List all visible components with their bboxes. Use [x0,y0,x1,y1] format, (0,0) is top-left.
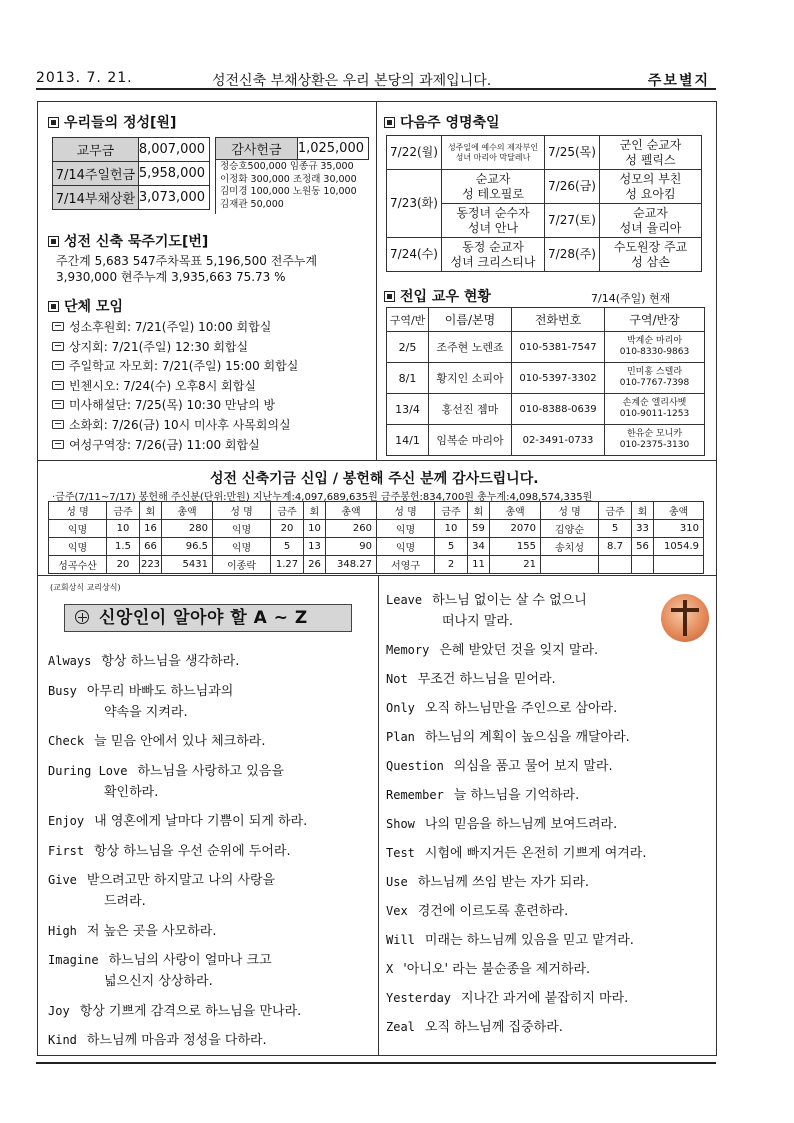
table-row: 2/5 조주현 노렌죠 010-5381-7547 박계순 마리아 010-8330-9863 [387,332,705,363]
donation-thanks-title: 성전 신축기금 신입 / 봉헌해 주신 분께 감사드립니다. [210,471,539,487]
az-text-continued: 떠나지 말라. [442,614,514,629]
thanks-offering-details: 정승호500,000 임종규 35,000 이정화 300,000 조정래 30,000 김미경 100,000 노원동 10,000 김재관 50,000 [220,161,357,210]
thanks-top-divider [37,460,717,461]
page-header [36,68,716,90]
az-text: 항상 기쁘게 감격으로 하느님을 만나라. [79,1003,302,1019]
az-keyword: During Love [48,763,128,778]
az-keyword: Enjoy [48,814,85,828]
donation-table [48,501,704,574]
az-entry [386,640,647,661]
pointing-hand-icon [52,400,64,409]
az-entry [386,988,647,1009]
az-entry [48,681,307,723]
az-keyword: Use [386,875,408,889]
az-text-continued: 넓으신지 상상하라. [104,974,213,989]
az-entry [48,761,307,803]
az-entry [386,756,647,777]
bulletin-brand: 주보별지 [647,73,710,89]
az-entry [386,930,647,951]
list-item: 미사해설단: 7/25(목) 10:30 만남의 방 [52,396,298,416]
list-item: 빈첸시오: 7/24(수) 오후8시 회합실 [52,377,298,397]
az-keyword: Only [386,701,415,715]
az-text-continued: 확인하라. [104,784,159,800]
table-row: 동정녀 순수자 성녀 안나 7/27(토) 순교자 성녀 율리아 [387,204,702,238]
az-entry [48,1001,307,1022]
pointing-hand-icon [52,381,64,390]
az-text: 저 높은 곳을 사모하라. [86,923,217,939]
az-keyword: Question [386,759,444,773]
transfer-table [386,307,705,456]
az-text: 은혜 받았던 것을 잊지 말라. [439,643,599,658]
az-text: 항상 하느님을 우선 순위에 두어라. [94,843,291,859]
details-left-rule [215,160,216,214]
az-text: 시험에 빠지거든 온전히 기쁘게 여겨라. [424,846,647,861]
table-row: 익명 1.5 66 96.5 익명 5 13 90 익명 5 34 155 송치성 8.7 56 1054.9 [49,538,704,556]
table-row: 7/23(화) 순교자 성 테오필로 7/26(금) 성모의 부친 성 요아킴 [387,170,702,204]
az-keyword: Always [48,654,92,668]
az-entry [386,785,647,806]
az-entry [386,814,647,835]
az-text: 하느님의 사랑이 얼마나 크고 [108,953,272,968]
section-bullet-icon [384,291,395,302]
thanks-offering-table [215,137,369,160]
az-text: 받으려고만 하지말고 나의 사랑을 [86,873,276,888]
az-entry [386,669,647,690]
az-right-column [386,590,647,1046]
az-text: 아무리 바빠도 하느님과의 [86,683,234,699]
pointing-hand-icon [52,361,64,370]
table-row: 8/1 황지인 소피아 010-5397-3302 민미홍 스텔라 010-7767-7398 [387,363,705,394]
az-text: '아니오' 라는 불순종을 제거하라. [403,962,591,977]
az-text: 항상 하느님을 생각하라. [101,654,240,669]
pointing-hand-icon [52,440,64,449]
az-text-continued: 약속을 지켜라. [104,704,188,720]
bulletin-date: 2013. 7. 21. [36,70,133,86]
section-bullet-icon [48,236,59,247]
az-keyword: High [48,923,77,938]
az-keyword: Leave [386,593,423,607]
az-note: (교회상식 교리상식) [50,583,121,592]
table-row: 교무금 8,007,000 [53,138,210,162]
list-item: 주일학교 자모회: 7/21(주일) 15:00 회합실 [52,357,298,377]
az-keyword: Show [386,817,415,831]
table-row: 7/22(월) 성주일에 예수의 제자부인 성녀 마리아 막달레나 7/25(목) 군인 순교자 성 펠릭스 [387,136,702,170]
crucifix-icon [661,594,709,642]
section-bullet-icon [384,117,395,128]
table-row: 7/14부채상환 3,073,000 [53,186,210,210]
az-entry [48,651,307,672]
az-keyword: Vex [386,904,408,918]
feast-section-title: 다음주 영명축일 [384,112,500,132]
az-keyword: Zeal [386,1020,415,1034]
table-row: 14/1 임복순 마리아 02-3491-0733 한유순 모니카 010-2375-3130 [387,425,705,456]
az-entry [386,872,647,893]
az-keyword: Imagine [48,953,99,967]
table-row: 성곡수산 20 223 5431 이종락 1.27 26 348.27 서영구 2 11 21 [49,556,704,574]
az-text-continued: 드려라. [104,894,146,909]
table-row: 13/4 홍선진 젬마 010-8388-0639 손계순 엘리사벳 010-9011-1253 [387,394,705,425]
az-entry [48,841,307,862]
groups-list [52,318,298,455]
az-keyword: Check [48,734,85,748]
az-entry [48,1030,307,1051]
az-text: 경건에 이르도록 훈련하라. [417,904,569,919]
cross-circle-icon [75,610,89,624]
az-keyword: Kind [48,1033,77,1047]
upper-column-divider [376,101,377,460]
bulletin-motto: 성전신축 부채상환은 우리 본당의 과제입니다. [212,73,492,89]
section-bullet-icon [48,117,59,128]
rosary-line-2: 3,930,000 현주누계 3,935,663 75.73 % [56,270,286,284]
az-text: 오직 하느님만을 주인으로 삼아라. [424,701,618,716]
rosary-line-1: 주간계 5,683 547주차목표 5,196,500 전주누계 [56,254,318,268]
az-entry [386,1017,647,1038]
az-entry [48,921,307,942]
az-text: 하느님 없이는 살 수 없으니 [432,593,587,608]
az-text: 무조건 하느님을 믿어라. [417,672,556,687]
az-text: 미래는 하느님께 있음을 믿고 맡겨라. [424,933,634,948]
pointing-hand-icon [52,420,64,429]
thanks-bottom-divider [37,575,717,576]
az-keyword: X [386,962,394,976]
az-entry [48,731,307,752]
lower-column-divider [378,575,379,1056]
bottom-rule [36,1062,716,1064]
az-text: 늘 믿음 안에서 있나 체크하라. [94,734,266,749]
table-row: 7/24(수) 동정 순교자 성녀 크리스티나 7/28(주) 수도원장 주교 성 삼손 [387,238,702,272]
az-keyword: Plan [386,730,415,744]
list-item: 여성구역장: 7/26(금) 11:00 회합실 [52,436,298,456]
az-keyword: Remember [386,788,444,802]
az-entry [48,870,307,912]
pointing-hand-icon [52,342,64,351]
az-left-column [48,651,307,1060]
az-entry [48,811,307,832]
rosary-section-title: 성전 신축 묵주기도[번] [48,231,208,251]
az-keyword: Test [386,846,415,860]
donation-summary: ·금주(7/11~7/17) 봉헌해 주신분(단위:만원) 지난누계:4,097,689,635원 금주봉헌:834,700원 총누계:4,098,574,335원 [52,492,593,503]
az-text: 하느님을 사랑하고 있음을 [137,763,284,779]
az-keyword: Yesterday [386,991,452,1005]
offerings-section-title: 우리들의 정성[원] [48,112,176,132]
az-keyword: Not [386,672,408,686]
az-text: 나의 믿음을 하느님께 보여드려라. [424,817,618,832]
az-entry [386,959,647,980]
az-entry [386,901,647,922]
az-keyword: Will [386,933,415,947]
section-bullet-icon [48,301,59,312]
az-entry [386,698,647,719]
groups-section-title: 단체 모임 [48,296,123,316]
table-header-row: 성 명 금주 회 총액 성 명 금주 회 총액 성 명 금주 회 총액 성 명 금주 회 총액 [49,502,704,520]
table-row: 감사헌금 1,025,000 [216,138,369,160]
feast-table [386,135,702,272]
az-text: 의심을 품고 물어 보지 말라. [453,759,613,774]
list-item: 상지회: 7/21(주일) 12:30 회합실 [52,338,298,358]
az-entry [386,727,647,748]
az-text: 내 영혼에게 날마다 기쁨이 되게 하라. [94,814,308,829]
az-keyword: Joy [48,1003,70,1018]
az-keyword: Memory [386,643,430,657]
transfer-as-of: 7/14(주일) 현재 [591,292,671,305]
az-keyword: Give [48,873,77,887]
pointing-hand-icon [52,322,64,331]
az-keyword: First [48,843,85,858]
az-title: 신앙인이 알아야 할 A ~ Z [64,604,352,632]
table-row: 익명 10 16 280 익명 20 10 260 익명 10 59 2070 김양순 5 33 310 [49,520,704,538]
az-text: 늘 하느님을 기억하라. [453,788,580,803]
offerings-table [52,137,210,210]
transfer-section-title: 전입 교우 현황 [384,286,491,306]
az-entry [386,843,647,864]
az-entry [48,950,307,992]
az-text: 지나간 과거에 붙잡히지 마라. [461,991,629,1006]
az-text: 하느님께 쓰임 받는 자가 되라. [417,875,590,890]
list-item: 소화회: 7/26(금) 10시 미사후 사목회의실 [52,416,298,436]
list-item: 성소후원회: 7/21(주일) 10:00 회합실 [52,318,298,338]
table-header-row: 구역/반 이름/본명 전화번호 구역/반장 [387,308,705,332]
az-entry [386,590,647,632]
az-keyword: Busy [48,683,77,698]
az-text: 하느님의 계획이 높으심을 깨달아라. [424,730,630,745]
az-text: 하느님께 마음과 정성을 다하라. [86,1033,267,1048]
az-text: 오직 하느님께 집중하라. [424,1020,563,1035]
table-row: 7/14주일헌금 5,958,000 [53,162,210,186]
